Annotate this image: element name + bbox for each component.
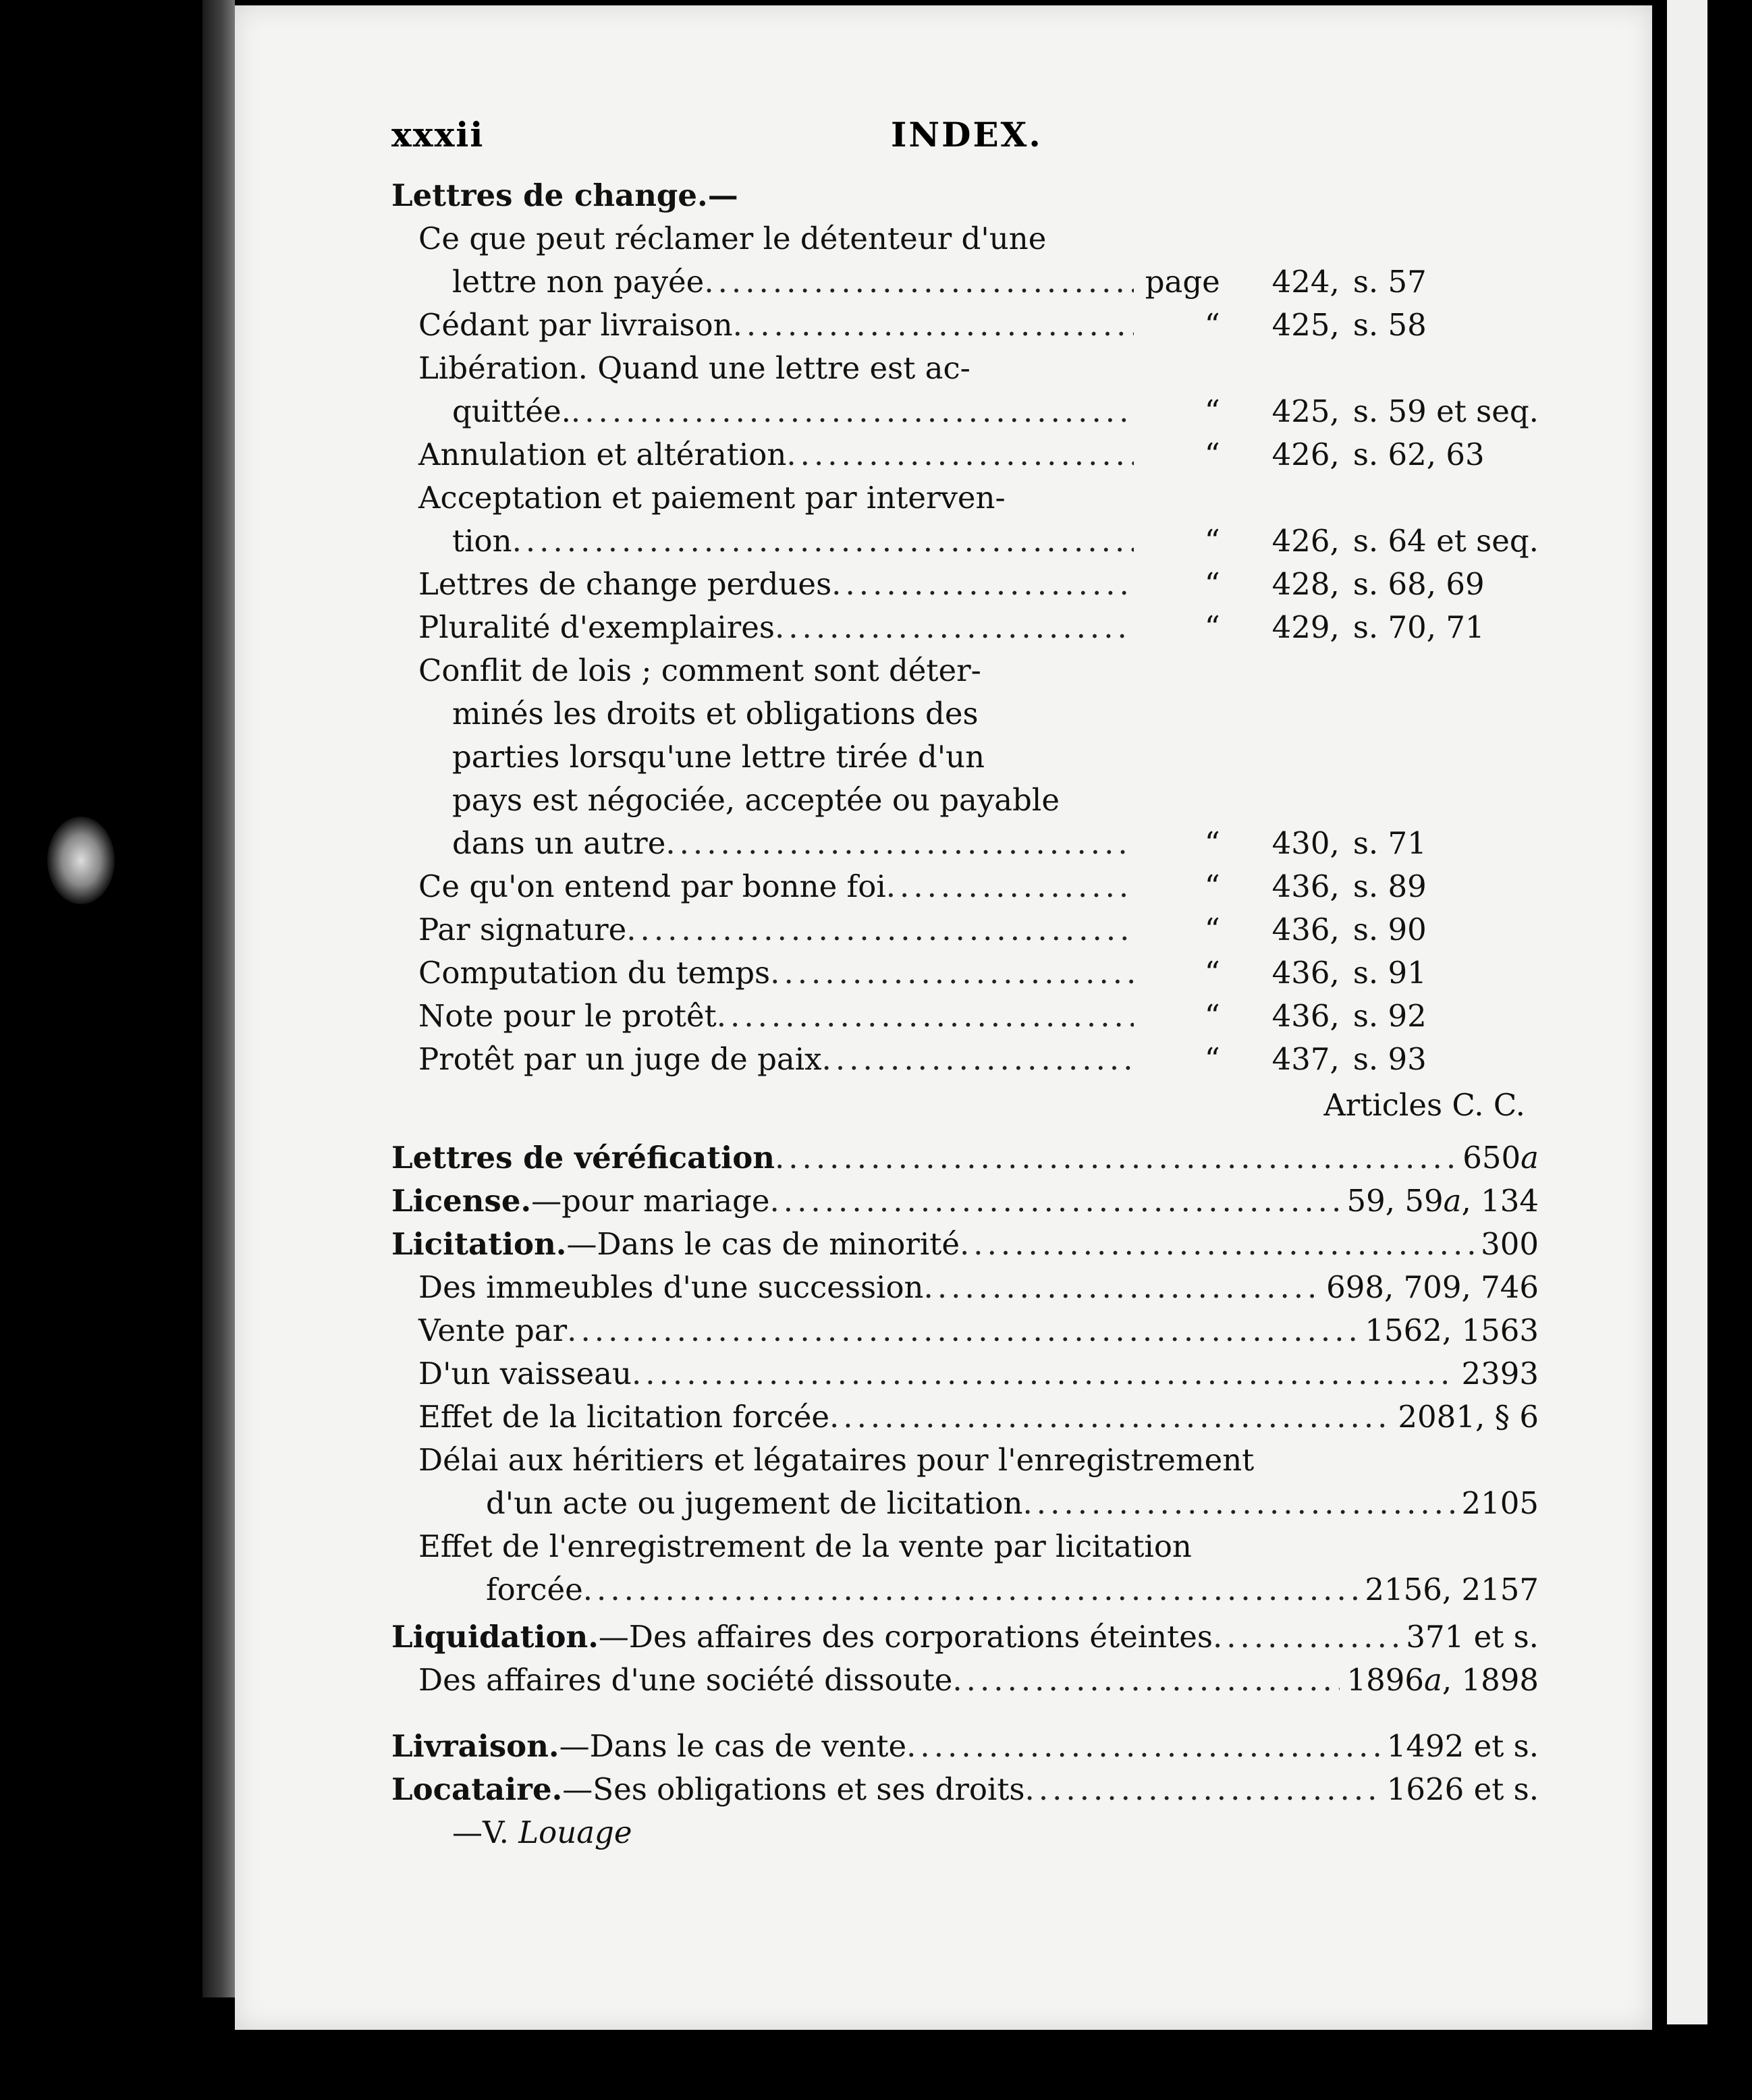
ldc-entry-text: Pluralité d'exemplaires <box>418 609 775 645</box>
running-head <box>391 115 1539 169</box>
liquidation-text: —Des affaires des corporations éteintes <box>598 1619 1213 1655</box>
ref-page-marker: “ <box>1204 523 1220 559</box>
ref-page-marker: “ <box>1204 825 1220 861</box>
ref-page-number: 424, <box>1271 264 1340 300</box>
ref-page-marker: “ <box>1204 955 1220 991</box>
ldc-entry-text: Lettres de change perdues <box>418 566 832 602</box>
leader-dots <box>886 865 1134 908</box>
licitation-sub-text: Effet de la licitation forcée <box>418 1399 829 1435</box>
entry-lettres-de-verification <box>391 1136 1539 1180</box>
ldc-entry-text: Computation du temps <box>418 955 771 991</box>
ldc-entry-text: tion <box>452 523 512 559</box>
article-ref: 371 et s. <box>1406 1619 1539 1655</box>
ldc-entry-text: quittée. <box>452 393 571 429</box>
article-ref: 2081, § 6 <box>1398 1399 1539 1435</box>
ref-section: s. 89 <box>1352 868 1427 904</box>
ref-page-number: 425, <box>1271 393 1340 429</box>
leader-dots <box>906 1725 1380 1768</box>
heading-livraison: Livraison. <box>391 1728 559 1764</box>
ref-section: s. 59 et seq. <box>1352 393 1539 429</box>
ref-section: s. 71 <box>1352 825 1427 861</box>
licitation-sub-entry <box>391 1352 1539 1396</box>
article-ref: 1626 et s. <box>1386 1771 1539 1807</box>
entry-liquidation <box>391 1615 1539 1659</box>
article-ref: 300 <box>1481 1226 1539 1262</box>
ldc-ref <box>1134 520 1539 563</box>
ref-suffix: a <box>1424 1662 1442 1698</box>
article-ref: 1562, 1563 <box>1365 1312 1539 1348</box>
article-ref: 2105 <box>1461 1485 1539 1521</box>
ref-number: 650 <box>1462 1140 1521 1176</box>
leader-dots <box>829 1396 1391 1439</box>
ref-section: s. 68, 69 <box>1352 566 1485 602</box>
ref-number: , 1898 <box>1442 1662 1539 1698</box>
ldc-entry-text: Acceptation et paiement par interven- <box>418 480 1006 516</box>
ldc-entry-text: minés les droits et obligations des <box>452 696 979 731</box>
leader-dots <box>632 1352 1454 1396</box>
heading-lettres-de-verification: Lettres de véréfication <box>391 1140 775 1176</box>
ldc-ref <box>1134 606 1539 649</box>
ref-section: s. 64 et seq. <box>1352 523 1539 559</box>
ref-page-number: 425, <box>1271 307 1340 343</box>
ref-section: s. 58 <box>1352 307 1427 343</box>
ldc-ref <box>1134 1038 1539 1081</box>
ref-page-number: 430, <box>1271 825 1340 861</box>
ldc-ref <box>1134 951 1539 995</box>
leader-dots <box>626 908 1134 951</box>
ldc-entry-line-final <box>391 304 1539 347</box>
ldc-entry-line <box>391 692 1539 736</box>
ref-page-marker: “ <box>1204 998 1220 1034</box>
scan-glare <box>47 817 115 904</box>
ldc-entry-line-final <box>391 260 1539 304</box>
entry-licitation-effet <box>391 1568 1539 1611</box>
leader-dots <box>952 1659 1340 1702</box>
ldc-ref <box>1134 260 1539 304</box>
leader-dots <box>512 520 1134 563</box>
leader-dots <box>704 260 1134 304</box>
ldc-entry-line-final <box>391 908 1539 951</box>
next-page-edge <box>1667 0 1707 2024</box>
ref-page-number: 436, <box>1271 998 1340 1034</box>
ldc-ref <box>1134 563 1539 606</box>
ldc-entry-text: dans un autre <box>452 825 666 861</box>
ref-page-marker: “ <box>1204 307 1220 343</box>
index-content <box>391 115 1539 1854</box>
leader-dots <box>770 1180 1340 1223</box>
ldc-entry-text: Note pour le protêt <box>418 998 717 1034</box>
ref-page-number: 437, <box>1271 1041 1340 1077</box>
ldc-ref <box>1134 995 1539 1038</box>
licitation-sub-entry <box>391 1266 1539 1309</box>
leader-dots <box>775 1136 1456 1180</box>
ldc-entry-line-final <box>391 822 1539 865</box>
ldc-entry-text: Annulation et altération <box>418 437 787 472</box>
entry-license <box>391 1180 1539 1223</box>
ref-page-marker: “ <box>1204 437 1220 472</box>
leader-dots <box>960 1223 1474 1266</box>
licitation-delai-line1: Délai aux héritiers et légataires pour l'enregistrement <box>418 1442 1255 1478</box>
licitation-sub-text: D'un vaisseau <box>418 1356 632 1391</box>
ldc-ref <box>1134 865 1539 908</box>
ldc-entry-text: Par signature <box>418 912 627 947</box>
ref-page-number: 436, <box>1271 912 1340 947</box>
ldc-entry-line <box>391 217 1539 260</box>
articles-label: Articles C. C. <box>1323 1087 1525 1123</box>
ref-section: s. 93 <box>1352 1041 1427 1077</box>
entry-licitation-delai <box>391 1482 1539 1525</box>
ref-section: s. 90 <box>1352 912 1427 947</box>
ldc-entry-line-final <box>391 995 1539 1038</box>
ref-page-marker: page <box>1145 264 1220 300</box>
license-text: —pour mariage <box>531 1183 770 1219</box>
article-ref <box>1340 1659 1539 1702</box>
ldc-entry-text: lettre non payée <box>452 264 705 300</box>
licitation-sub-text: Des immeubles d'une succession <box>418 1269 924 1305</box>
leader-dots <box>775 606 1134 649</box>
heading-liquidation: Liquidation. <box>391 1619 599 1655</box>
ref-page-number: 426, <box>1271 523 1340 559</box>
header-title: INDEX. <box>891 115 1043 155</box>
ldc-entry-line-final <box>391 520 1539 563</box>
article-ref: 1492 et s. <box>1386 1728 1539 1764</box>
ldc-entry-line-final <box>391 563 1539 606</box>
ref-section: s. 91 <box>1352 955 1427 991</box>
licitation-text: —Dans le cas de minorité <box>566 1226 960 1262</box>
licitation-sub-entry <box>391 1396 1539 1439</box>
ldc-entry-line <box>391 779 1539 822</box>
licitation-effet-line1: Effet de l'enregistrement de la vente par licitation <box>418 1528 1192 1564</box>
article-ref <box>1456 1136 1539 1180</box>
leader-dots <box>924 1266 1320 1309</box>
leader-dots <box>831 563 1134 606</box>
ref-page-marker: “ <box>1204 566 1220 602</box>
leader-dots <box>717 995 1134 1038</box>
see-also-louage <box>391 1811 1539 1854</box>
ref-page-marker: “ <box>1204 912 1220 947</box>
ldc-entry-line <box>391 476 1539 520</box>
leader-dots <box>1025 1768 1380 1811</box>
ldc-entry-text: parties lorsqu'une lettre tirée d'un <box>452 739 985 775</box>
ref-suffix: a <box>1443 1183 1462 1219</box>
ref-number: 59, 59 <box>1346 1183 1444 1219</box>
licitation-delai-line2: d'un acte ou jugement de licitation <box>486 1485 1023 1521</box>
ref-section: s. 70, 71 <box>1352 609 1485 645</box>
ldc-entry-line-final <box>391 433 1539 476</box>
ldc-ref <box>1134 304 1539 347</box>
livraison-text: —Dans le cas de vente <box>559 1728 907 1764</box>
leader-dots <box>770 951 1134 995</box>
lettres-de-change-entries <box>391 217 1539 1081</box>
ref-page-number: 429, <box>1271 609 1340 645</box>
ref-page-number: 428, <box>1271 566 1340 602</box>
liquidation-sub-text: Des affaires d'une société dissoute <box>418 1662 953 1698</box>
licitation-sub-text: Vente par <box>418 1312 568 1348</box>
ref-page-marker: “ <box>1204 393 1220 429</box>
ldc-entry-line-final <box>391 865 1539 908</box>
heading-license: License. <box>391 1183 532 1219</box>
ref-page-number: 436, <box>1271 868 1340 904</box>
ldc-ref <box>1134 390 1539 433</box>
ldc-entry-line <box>391 649 1539 692</box>
ldc-ref <box>1134 433 1539 476</box>
leader-dots <box>786 433 1134 476</box>
leader-dots <box>583 1568 1359 1611</box>
entry-livraison <box>391 1725 1539 1768</box>
ldc-entry-line-final <box>391 390 1539 433</box>
leader-dots <box>567 1309 1358 1352</box>
see-target: Louage <box>518 1815 632 1850</box>
licitation-effet-line2: forcée <box>486 1572 583 1607</box>
ldc-entry-text: Cédant par livraison <box>418 307 733 343</box>
heading-lettres-de-change: Lettres de change.— <box>391 177 738 213</box>
ref-number: , 134 <box>1461 1183 1539 1219</box>
article-ref <box>1340 1180 1539 1223</box>
ref-page-marker: “ <box>1204 868 1220 904</box>
licitation-entries <box>391 1266 1539 1439</box>
ldc-entry-text: Ce qu'on entend par bonne foi <box>418 868 886 904</box>
leader-dots <box>571 390 1134 433</box>
ldc-entry-text: Protêt par un juge de paix <box>418 1041 822 1077</box>
ref-section: s. 92 <box>1352 998 1427 1034</box>
entry-licitation <box>391 1223 1539 1266</box>
ref-section: s. 62, 63 <box>1352 437 1485 472</box>
see-prefix: —V. <box>452 1815 519 1850</box>
ref-page-marker: “ <box>1204 609 1220 645</box>
leader-dots <box>1023 1482 1455 1525</box>
ldc-entry-text: Ce que peut réclamer le détenteur d'une <box>418 221 1047 256</box>
entry-locataire <box>391 1768 1539 1811</box>
ldc-entry-line-final <box>391 606 1539 649</box>
ldc-entry-line <box>391 347 1539 390</box>
ldc-entry-line <box>391 736 1539 779</box>
ref-page-marker: “ <box>1204 1041 1220 1077</box>
locataire-text: —Ses obligations et ses droits <box>562 1771 1025 1807</box>
ldc-entry-text: pays est négociée, acceptée ou payable <box>452 782 1060 818</box>
ref-number: 1896 <box>1346 1662 1425 1698</box>
licitation-sub-entry <box>391 1309 1539 1352</box>
ref-page-number: 436, <box>1271 955 1340 991</box>
leader-dots <box>733 304 1134 347</box>
leader-dots <box>665 822 1134 865</box>
entry-liquidation-societe <box>391 1659 1539 1702</box>
heading-licitation: Licitation. <box>391 1226 567 1262</box>
ldc-entry-line-final <box>391 1038 1539 1081</box>
ldc-ref <box>1134 908 1539 951</box>
heading-locataire: Locataire. <box>391 1771 563 1807</box>
ldc-entry-line-final <box>391 951 1539 995</box>
ref-page-number: 426, <box>1271 437 1340 472</box>
book-spine-edge <box>202 0 235 1997</box>
leader-dots <box>1213 1615 1399 1659</box>
ref-section: s. 57 <box>1352 264 1427 300</box>
ldc-entry-text: Conflit de lois ; comment sont déter- <box>418 653 981 688</box>
page-number: xxxii <box>391 115 485 155</box>
ldc-ref <box>1134 822 1539 865</box>
article-ref: 2393 <box>1461 1356 1539 1391</box>
article-ref: 2156, 2157 <box>1365 1572 1539 1607</box>
ref-suffix: a <box>1521 1140 1539 1176</box>
article-ref: 698, 709, 746 <box>1326 1269 1539 1305</box>
ldc-entry-text: Libération. Quand une lettre est ac- <box>418 350 970 386</box>
leader-dots <box>822 1038 1134 1081</box>
